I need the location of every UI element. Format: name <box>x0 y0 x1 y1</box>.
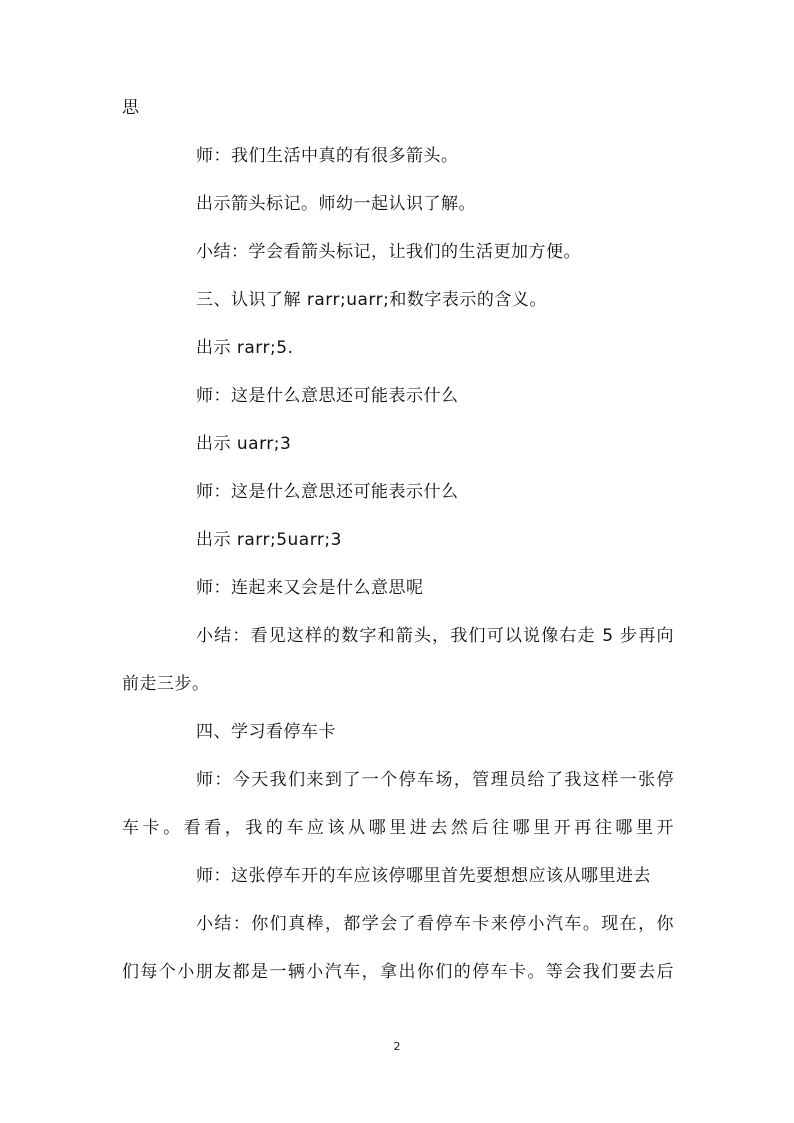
text-line-parking-question: 师：这张停车开的车应该停哪里首先要想想应该从哪里进去 <box>196 866 651 886</box>
text-line-show-combined: 出示 rarr;5uarr;3 <box>196 530 342 550</box>
section-heading-three: 三、认识了解 rarr;uarr;和数字表示的含义。 <box>196 290 547 310</box>
text-line-summary: 小结：学会看箭头标记，让我们的生活更加方便。 <box>196 242 581 262</box>
text-line-final-summary: 小结：你们真棒，都学会了看停车卡来停小汽车。现在，你 <box>196 914 674 934</box>
text-line-final-summary-cont: 们每个小朋友都是一辆小汽车，拿出你们的停车卡。等会我们要去后 <box>122 962 674 982</box>
text-line-teacher-question: 师：这是什么意思还可能表示什么 <box>196 482 459 502</box>
text-line-teacher: 师：我们生活中真的有很多箭头。 <box>196 146 459 166</box>
text-line-parking-intro-cont: 车卡。看看，我的车应该从哪里进去然后往哪里开再往哪里开 <box>122 818 674 838</box>
document-body <box>122 84 674 996</box>
text-line-summary-steps: 小结：看见这样的数字和箭头，我们可以说像右走 5 步再向 <box>196 626 674 646</box>
text-line-teacher-combined: 师：连起来又会是什么意思呢 <box>196 578 424 598</box>
text-line-teacher-question: 师：这是什么意思还可能表示什么 <box>196 386 459 406</box>
text-line-continuation: 思 <box>122 98 140 118</box>
page-number: 2 <box>393 1040 401 1053</box>
section-heading-four: 四、学习看停车卡 <box>196 722 336 742</box>
text-line-show-up: 出示 uarr;3 <box>196 434 292 454</box>
text-line-parking-intro: 师：今天我们来到了一个停车场，管理员给了我这样一张停 <box>196 770 674 790</box>
text-line-show-right: 出示 rarr;5. <box>196 338 294 358</box>
text-line-summary-steps-cont: 前走三步。 <box>122 674 210 694</box>
text-line-show-arrow: 出示箭头标记。师幼一起认识了解。 <box>196 194 476 214</box>
